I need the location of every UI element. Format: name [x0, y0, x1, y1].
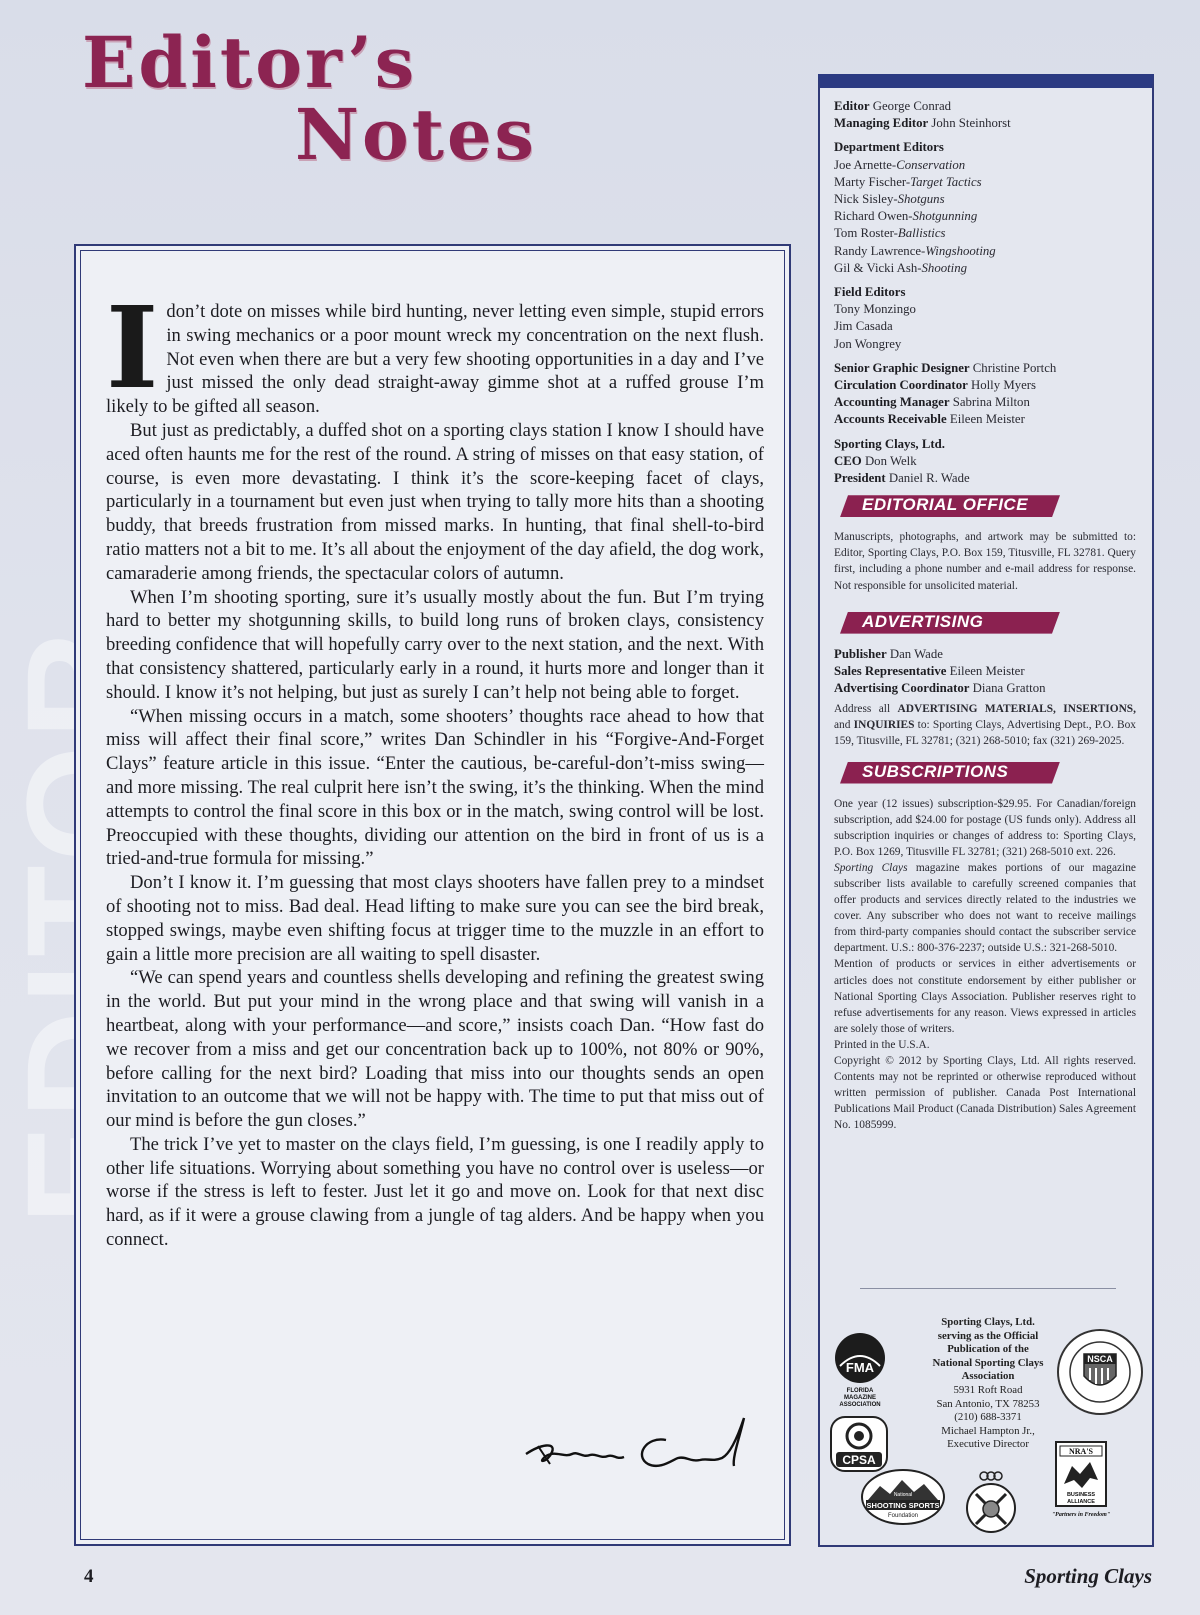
page-title-line2: Notes: [295, 93, 537, 176]
dept-editors-heading: Department Editors: [834, 140, 944, 155]
svg-text:NSCA: NSCA: [1087, 1354, 1113, 1364]
letter-paragraph: “When missing occurs in a match, some shooters’ thoughts race ahead to how that miss will affect their final score,” writes Dan Schindler in his “Forgive-And-Forget Clays” feature article in this issue. “Enter the cautious, be-careful-don’t-miss swing—and more missing. The real culprit here isn’t the swing, it’s the thinking. When the mind attempts to control the final score in this box or in the match, swing control will be lost. Preoccupied with these thoughts, dividing our attention on the bird in front of us is a tried-and-true formula for missing.”: [106, 705, 764, 870]
editor-letter-box: [74, 244, 791, 1546]
letter-paragraph: But just as predictably, a duffed shot on a sporting clays station I know I should have aced often haunts me for the rest of the round. A string of misses on that easy station, of course, is even more devastating. I think it’s the score-keeping facet of clays, particularly in a tournament but even just when trying to tally more hits than a shooting buddy, that breeds frustration from missed marks. In hunting, that final shell-to-bird ratio matters not a bit to me. It’s all about the enjoyment of the day afield, the dog work, camaraderie among friends, the spectacular colors of autumn.: [106, 419, 764, 584]
printed-text: Printed in the U.S.A.: [834, 1038, 930, 1051]
dept-editor: Marty Fischer-Target Tactics: [834, 174, 982, 189]
subscriber-list-text: Sporting Clays magazine makes portions of our magazine subscriber lists available to carefully screened companies that offer products and services directly related to the industries we cover. Any subscriber who does not want to receive mailings from third-party companies should contact the subscriber service department. U.S.: 800-376-2237; outside U.S.: 321-268-5010.: [834, 861, 1136, 955]
svg-text:Foundation: Foundation: [887, 1513, 919, 1519]
association-info: Sporting Clays, Ltd. serving as the Official Publication of the National Sporting Clays Association 5931 Roft Road San Antonio, TX 78253 (210) 688-3371 Michael Hampton Jr., Executive Director: [932, 1316, 1044, 1451]
advertising-text: Address all ADVERTISING MATERIALS, INSERTIONS, and INQUIRIES to: Sporting Clays, Advertising Dept., P.O. Box 159, Titusville, FL 32781; (321) 268-5010; fax (321) 269-2025.: [834, 703, 1136, 748]
letter-paragraph: When I’m shooting sporting, sure it’s usually mostly about the fun. But I’m trying hard to better my shotgunning skills, to build long runs of broken clays, consistency breeding confidence that will hopefully carry over to the next station, and the next. With that consistency shattered, particularly early in a round, it hurts more and longer than it should. I know it’s not helping, but just as surely I can’t help not being able to forget.: [106, 586, 764, 703]
drop-cap: I: [106, 283, 159, 414]
page-title-line1: Editor’s: [82, 21, 418, 104]
svg-text:National: National: [893, 1492, 913, 1498]
subscriptions-banner: SUBSCRIPTIONS: [840, 762, 1060, 784]
dept-editor: Gil & Vicki Ash-Shooting: [834, 260, 968, 275]
disclaimer-text: Mention of products or services in either advertisements or articles does not constitute endorsement by either publisher or National Sporting Clays Association. Publisher reserves right to refuse advertisements for any reason. Views expressed in articles are solely those of writers.: [834, 958, 1136, 1035]
staff-row: Accounts Receivable Eileen Meister: [834, 412, 1025, 427]
staff-row: Accounting Manager Sabrina Milton: [834, 395, 1030, 410]
dept-editor: Randy Lawrence-Wingshooting: [834, 243, 996, 258]
fma-logo: [832, 1332, 888, 1410]
copyright-text: Copyright © 2012 by Sporting Clays, Ltd. All rights reserved. Contents may not be reprinted or otherwise reproduced without written permission of publisher. Canada Post International Publications Mail Product (Canada Distribution) Sales Agreement No. 1085999.: [834, 1055, 1136, 1132]
shooting-seal-logo: [964, 1470, 1018, 1534]
nssf-logo: [860, 1468, 946, 1526]
letter-paragraph: I don’t dote on misses while bird hunting, never letting even simple, stupid errors in swing mechanics or a poor mount wreck my concentration on the next flush. Not even when there are but a very few shooting opportunities in a day and I’ve just missed the only dead straight-away gimme shot at a ruffed grouse I’m likely to be gifted all season.: [106, 283, 764, 418]
masthead-row: Editor George Conrad: [834, 99, 952, 113]
editor-letter: [106, 283, 764, 1252]
page-number: 4: [84, 1566, 94, 1587]
masthead-row: Managing Editor John Steinhorst: [834, 116, 1011, 131]
cpsa-logo: [830, 1416, 888, 1472]
field-editor: Jim Casada: [834, 319, 893, 334]
svg-text:ALLIANCE: ALLIANCE: [1067, 1499, 1095, 1505]
subscriptions-text: One year (12 issues) subscription-$29.95. For Canadian/foreign subscription, add $24.00 for postage (US funds only). Address all subscription inquiries or changes of address to: Sporting Clays, P.O. Box 1269, Titusville FL 32781; (321) 268-5010 ext. 226.: [834, 797, 1136, 858]
editorial-office-text: Manuscripts, photographs, and artwork may be submitted to: Editor, Sporting Clays, P.O. Box 159, Titusville, FL 32781. Query first, including a phone number and e-mail address for response. Not responsible for unsolicited material.: [834, 531, 1136, 592]
ad-staff-row: Advertising Coordinator Diana Gratton: [834, 681, 1046, 696]
ad-staff-row: Publisher Dan Wade: [834, 646, 943, 661]
svg-text:ASSOCIATION: ASSOCIATION: [839, 1402, 881, 1408]
svg-text:FLORIDA: FLORIDA: [846, 1388, 874, 1394]
svg-text:SHOOTING SPORTS: SHOOTING SPORTS: [866, 1501, 940, 1510]
letter-paragraph: The trick I’ve yet to master on the clays field, I’m guessing, is one I readily apply to other life situations. Worrying about something you have no control over is useless—or worse if the stress is left to fester. Just let it go and move on. Look for that next disc hard, as if it were a grouse clawing from a jungle of tag alders. And be happy when you connect.: [106, 1133, 764, 1251]
company-name: Sporting Clays, Ltd.: [834, 436, 945, 451]
dept-editor: Joe Arnette-Conservation: [834, 157, 966, 172]
svg-text:CPSA: CPSA: [842, 1453, 876, 1467]
masthead-content: [834, 98, 1136, 1134]
staff-row: Senior Graphic Designer Christine Portch: [834, 360, 1057, 375]
svg-text:FMA: FMA: [845, 1360, 875, 1375]
field-editor: Jon Wongrey: [834, 336, 902, 351]
svg-text:NRA'S: NRA'S: [1068, 1447, 1094, 1456]
nra-business-alliance-logo: [1052, 1440, 1112, 1528]
ceo-row: CEO Don Welk: [834, 453, 917, 468]
ad-staff-row: Sales Representative Eileen Meister: [834, 663, 1025, 678]
sidebar-divider: [860, 1288, 1116, 1289]
editor-signature: [516, 1406, 756, 1486]
field-editor: Tony Monzingo: [834, 302, 916, 317]
masthead-sidebar: [818, 74, 1154, 1547]
dept-editor: Tom Roster-Ballistics: [834, 226, 946, 241]
dept-editor: Nick Sisley-Shotguns: [834, 192, 945, 207]
staff-row: Circulation Coordinator Holly Myers: [834, 378, 1037, 393]
svg-text:BUSINESS: BUSINESS: [1066, 1492, 1096, 1498]
advertising-banner: ADVERTISING: [840, 612, 1060, 634]
letter-paragraph: “We can spend years and countless shells developing and refining the greatest swing in the world. But put your mind in the wrong place and that swing will vanish in a heartbeat, along with your performance—and score,” insists coach Dan. “How fast do we recover from a miss and get our concentration back up to 100%, not 80% or 90%, before calling for the next bird? Loading that miss into our thoughts sends an open invitation to an outcome that we will not be happy with. The time to put that miss out of our mind is before the gun closes.”: [106, 967, 764, 1132]
editorial-office-banner: EDITORIAL OFFICE: [840, 495, 1060, 517]
magazine-name: Sporting Clays: [1024, 1564, 1152, 1588]
dept-editor: Richard Owen-Shotgunning: [834, 209, 978, 224]
svg-text:MAGAZINE: MAGAZINE: [844, 1395, 876, 1401]
svg-text:"Partners in Freedom": "Partners in Freedom": [1052, 1512, 1111, 1518]
field-editors-heading: Field Editors: [834, 285, 906, 300]
nsca-logo: [1056, 1328, 1144, 1416]
president-row: President Daniel R. Wade: [834, 471, 970, 486]
letter-paragraph: Don’t I know it. I’m guessing that most clays shooters have fallen prey to a mindset of shooting not to miss. Bad deal. Head lifting to make sure you can see the bird break, stopped swings, maybe even shifting focus at trigger time to the muzzle in an effort to gain a little more precision are all waiting to spell disaster.: [106, 872, 764, 965]
